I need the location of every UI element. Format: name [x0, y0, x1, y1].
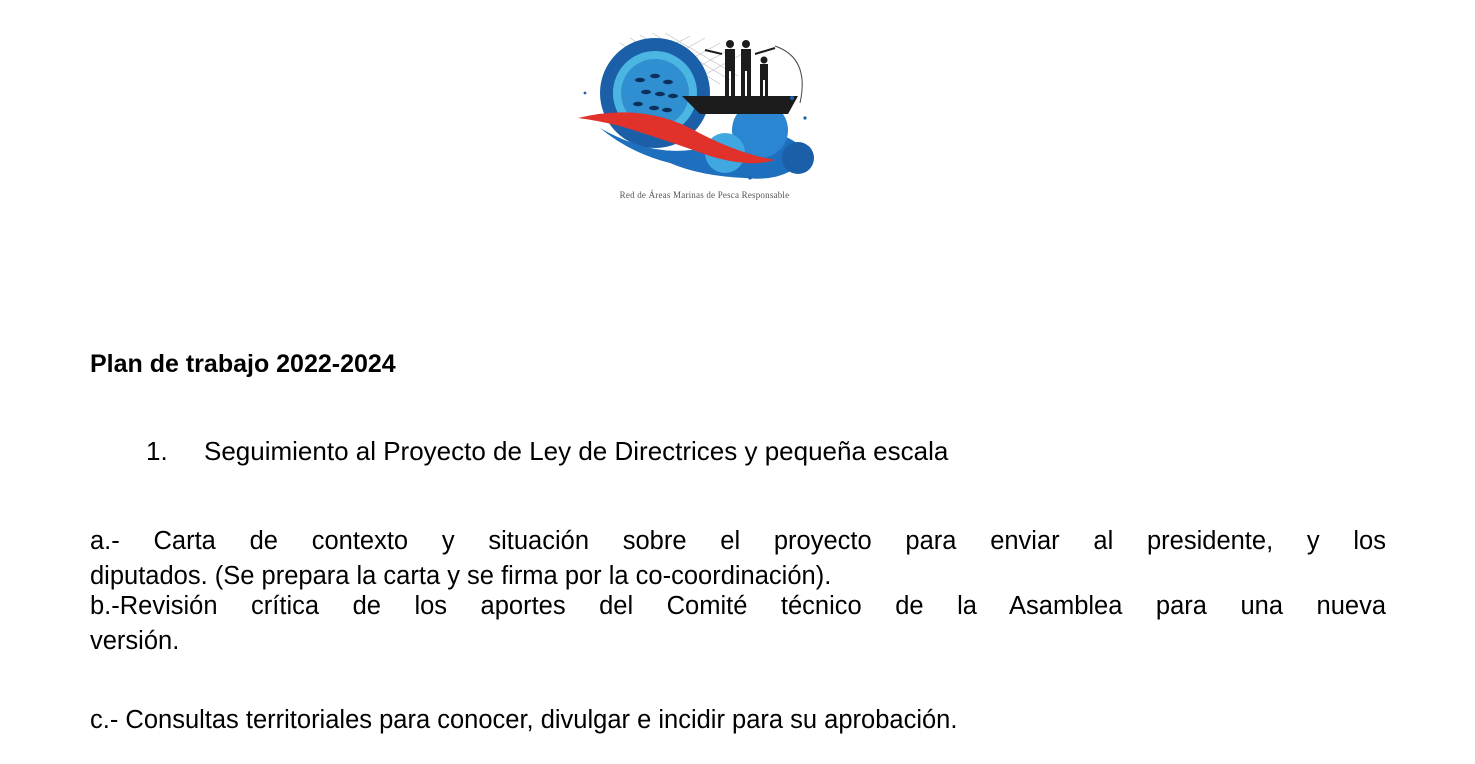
paragraph-b-line-2: versión.: [90, 627, 180, 655]
organization-logo: [560, 18, 850, 218]
water-bubble-small: [782, 142, 814, 174]
paragraph-c-line-1: c.- Consultas territoriales para conocer, divulgar e incidir para su aprobación.: [90, 706, 958, 734]
logo-graphic: [560, 18, 850, 193]
paragraph-a: [90, 524, 1386, 594]
paragraph-b-line-1: b.-Revisión crítica de los aportes del Comité técnico de la Asamblea para una nueva: [90, 592, 1386, 620]
logo-caption: Red de Áreas Marinas de Pesca Responsable: [619, 190, 790, 200]
paragraph-b: [90, 589, 1386, 659]
boat-hull: [682, 96, 798, 114]
list-item-number: 1.: [146, 436, 168, 466]
document-title: Plan de trabajo 2022-2024: [90, 350, 396, 378]
list-item-text: Seguimiento al Proyecto de Ley de Directrices y pequeña escala: [204, 436, 949, 466]
paragraph-a-line-2: diputados. (Se prepara la carta y se firma por la co-coordinación).: [90, 562, 832, 590]
fishers-figures: [705, 40, 775, 96]
numbered-list-item: [146, 436, 948, 467]
paragraph-a-line-1: a.- Carta de contexto y situación sobre el proyecto para enviar al presidente, y los: [90, 527, 1386, 555]
paragraph-c: [90, 703, 1386, 738]
fishing-line: [775, 46, 802, 103]
